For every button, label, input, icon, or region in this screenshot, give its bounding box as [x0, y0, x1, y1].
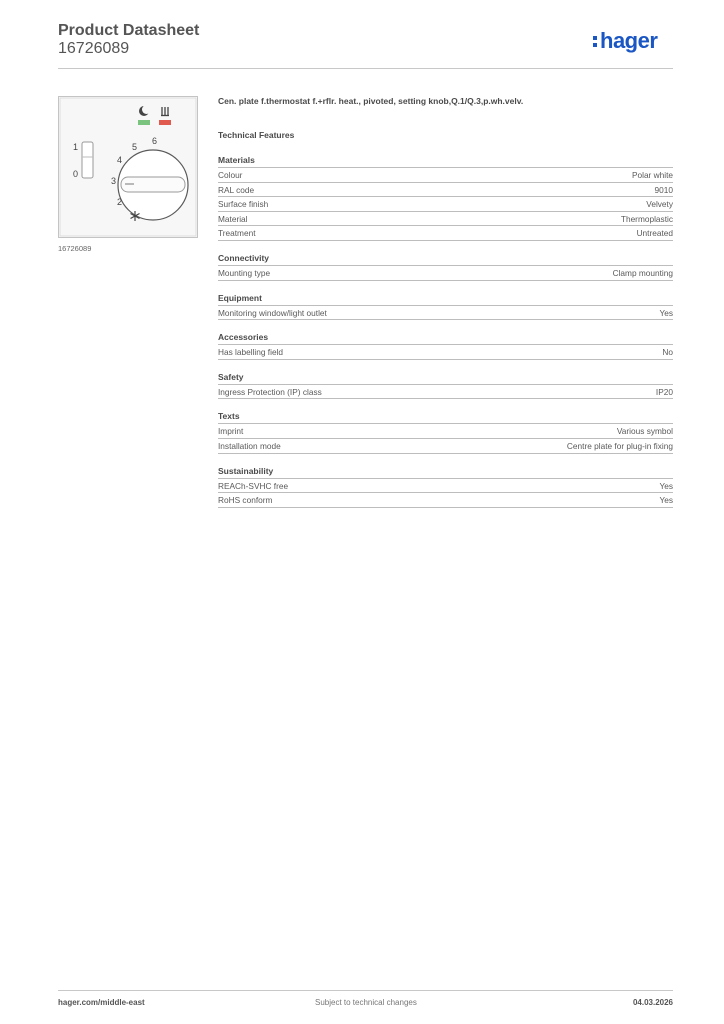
spec-label: Surface finish: [218, 199, 269, 210]
rocker-switch: [82, 142, 93, 178]
spec-value: Untreated: [636, 228, 673, 239]
section-title: Materials: [218, 154, 673, 168]
heating-icon: [161, 107, 169, 116]
section-spacer: [218, 399, 673, 410]
spec-row: [218, 168, 673, 183]
spec-row: [218, 266, 673, 281]
product-image: [58, 96, 198, 238]
spec-value: Yes: [659, 480, 673, 491]
section-spacer: [218, 320, 673, 331]
section-title: Safety: [218, 371, 673, 385]
spec-row: [218, 439, 673, 454]
switch-label-on: 1: [73, 142, 79, 152]
spec-row: [218, 306, 673, 321]
spec-row: [218, 212, 673, 227]
spec-label: Monitoring window/light outlet: [218, 307, 327, 318]
spec-value: Velvety: [646, 199, 673, 210]
spec-label: RAL code: [218, 184, 255, 195]
section-title: Sustainability: [218, 465, 673, 479]
spec-label: Mounting type: [218, 267, 271, 278]
spec-label: Treatment: [218, 228, 256, 239]
switch-label-off: 0: [73, 169, 79, 179]
footer-divider: [58, 990, 673, 991]
spec-label: Ingress Protection (IP) class: [218, 386, 322, 397]
spec-row: [218, 424, 673, 439]
section-title: Texts: [218, 410, 673, 424]
footer-date: 04.03.2026: [632, 998, 673, 1007]
spec-value: Yes: [659, 307, 673, 318]
header-divider: [58, 68, 673, 69]
scale-label-6: 6: [152, 136, 158, 146]
section-spacer: [218, 454, 673, 465]
footer-website-link[interactable]: hager.com/middle-east: [58, 998, 145, 1007]
scale-label-3: 3: [111, 176, 117, 186]
spec-label: Has labelling field: [218, 347, 284, 358]
footer-notice: Subject to technical changes: [315, 998, 417, 1007]
spec-row: [218, 183, 673, 198]
logo-dots-icon: [593, 33, 599, 49]
indicator-green: [138, 120, 150, 125]
spec-label: RoHS conform: [218, 495, 273, 506]
spec-row: [218, 226, 673, 241]
spec-label: Material: [218, 213, 248, 224]
product-description: Cen. plate f.thermostat f.+rflr. heat., pivoted, setting knob,Q.1/Q.3,p.wh.velv.: [218, 96, 524, 106]
spec-value: No: [662, 347, 673, 358]
spec-row: [218, 493, 673, 508]
section-title: Accessories: [218, 331, 673, 345]
scale-label-4: 4: [117, 155, 123, 165]
product-number: 16726089: [58, 40, 130, 57]
spec-row: [218, 479, 673, 494]
spec-label: Imprint: [218, 426, 244, 437]
hager-logo[interactable]: [593, 29, 657, 53]
spec-row: [218, 385, 673, 400]
indicator-red: [159, 120, 171, 125]
spec-value: Centre plate for plug-in fixing: [566, 440, 673, 451]
scale-label-5: 5: [132, 142, 138, 152]
spec-value: Various symbol: [616, 426, 673, 437]
spec-value: Yes: [659, 495, 673, 506]
spec-value: Clamp mounting: [612, 267, 673, 278]
spec-label: Colour: [218, 170, 243, 180]
spec-label: REACh-SVHC free: [218, 480, 289, 491]
section-title: Connectivity: [218, 252, 673, 266]
spec-row: [218, 197, 673, 212]
thermostat-plate-illustration: [59, 97, 197, 237]
spec-value: 9010: [654, 184, 673, 195]
section-spacer: [218, 281, 673, 292]
scale-label-2: 2: [117, 197, 123, 207]
spec-value: Thermoplastic: [620, 213, 673, 224]
setting-knob: [118, 150, 188, 220]
section-spacer: [218, 241, 673, 252]
technical-features-table: [218, 154, 673, 508]
spec-row: [218, 345, 673, 360]
image-caption: 16726089: [58, 244, 92, 253]
section-spacer: [218, 360, 673, 371]
page-title: Product Datasheet: [58, 22, 200, 39]
logo-text: hager: [600, 28, 658, 53]
spec-label: Installation mode: [218, 440, 281, 451]
section-title: Equipment: [218, 292, 673, 306]
spec-value: IP20: [655, 386, 673, 397]
spec-value: Polar white: [631, 170, 673, 180]
technical-features-heading: Technical Features: [218, 130, 295, 140]
